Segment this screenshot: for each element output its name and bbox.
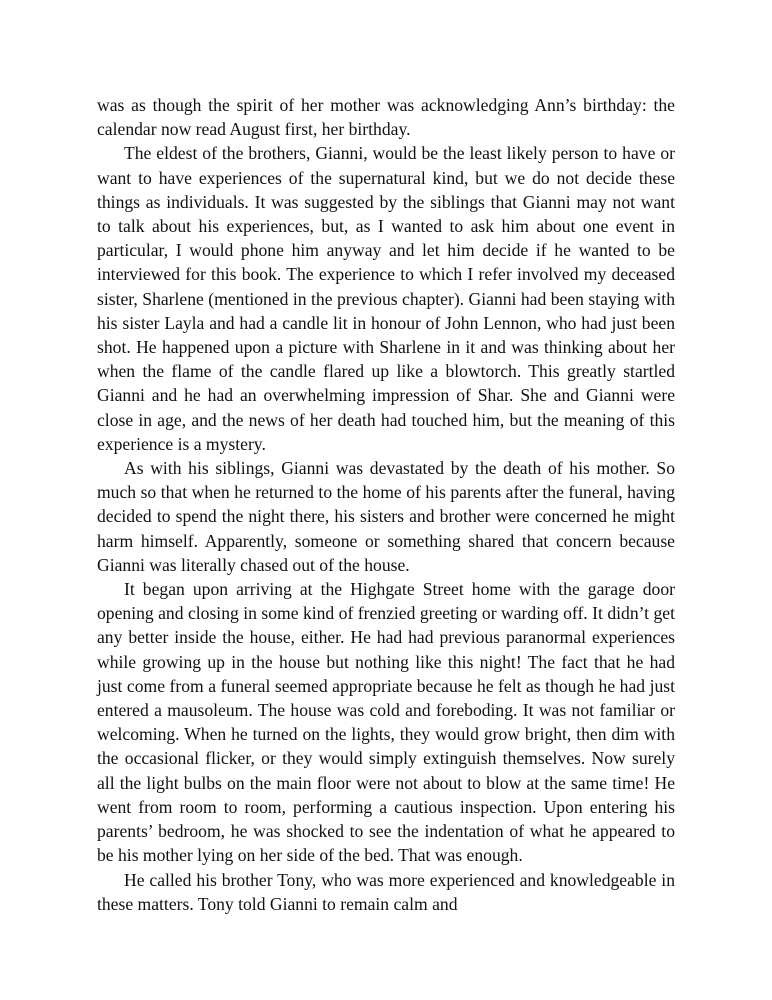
paragraph-gianni-devastated: As with his siblings, Gianni was devastated by the death of his mother. So much so that when he returned to the home of his parents after the funeral, having decided to spend the night there, his sisters and brother were concerned he might harm himself. Apparently, someone or something shared that concern because Gianni was literally chased out of the house. bbox=[97, 458, 675, 575]
paragraph-highgate-street: It began upon arriving at the Highgate Street home with the garage door opening and closing in some kind of frenzied greeting or warding off. It didn’t get any better inside the house, either. He had had previous paranormal experiences while growing up in the house but nothing like this night! The fact that he had just come from a funeral seemed appropriate because he felt as though he had just entered a mausoleum. The house was cold and foreboding. It was not familiar or welcoming. When he turned on the lights, they would grow bright, then dim with the occasional flicker, or they would simply extinguish themselves. Now surely all the light bulbs on the main floor were not about to blow at the same time! He went from room to room, performing a cautious inspection. Upon entering his parents’ bedroom, he was shocked to see the indentation of what he appeared to be his mother lying on her side of the bed. That was enough. bbox=[97, 579, 675, 866]
paragraph-called-tony: He called his brother Tony, who was more experienced and knowledgeable in these matters. Tony told Gianni to remain calm and bbox=[97, 869, 675, 914]
book-page-text bbox=[97, 93, 675, 916]
paragraph-continued: was as though the spirit of her mother was acknowledging Ann’s birthday: the calendar now read August first, her birthday. bbox=[97, 95, 675, 140]
paragraph-gianni-intro: The eldest of the brothers, Gianni, would be the least likely person to have or want to have experiences of the supernatural kind, but we do not decide these things as individuals. It was suggested by the siblings that Gianni may not want to talk about his experiences, but, as I wanted to ask him about one event in particular, I would phone him anyway and let him decide if he wanted to be interviewed for this book. The experience to which I refer involved my deceased sister, Sharlene (mentioned in the previous chapter). Gianni had been staying with his sister Layla and had a candle lit in honour of John Lennon, who had just been shot. He happened upon a picture with Sharlene in it and was thinking about her when the flame of the candle flared up like a blowtorch. This greatly startled Gianni and he had an overwhelming impression of Shar. She and Gianni were close in age, and the news of her death had touched him, but the meaning of this experience is a mystery. bbox=[97, 143, 675, 454]
